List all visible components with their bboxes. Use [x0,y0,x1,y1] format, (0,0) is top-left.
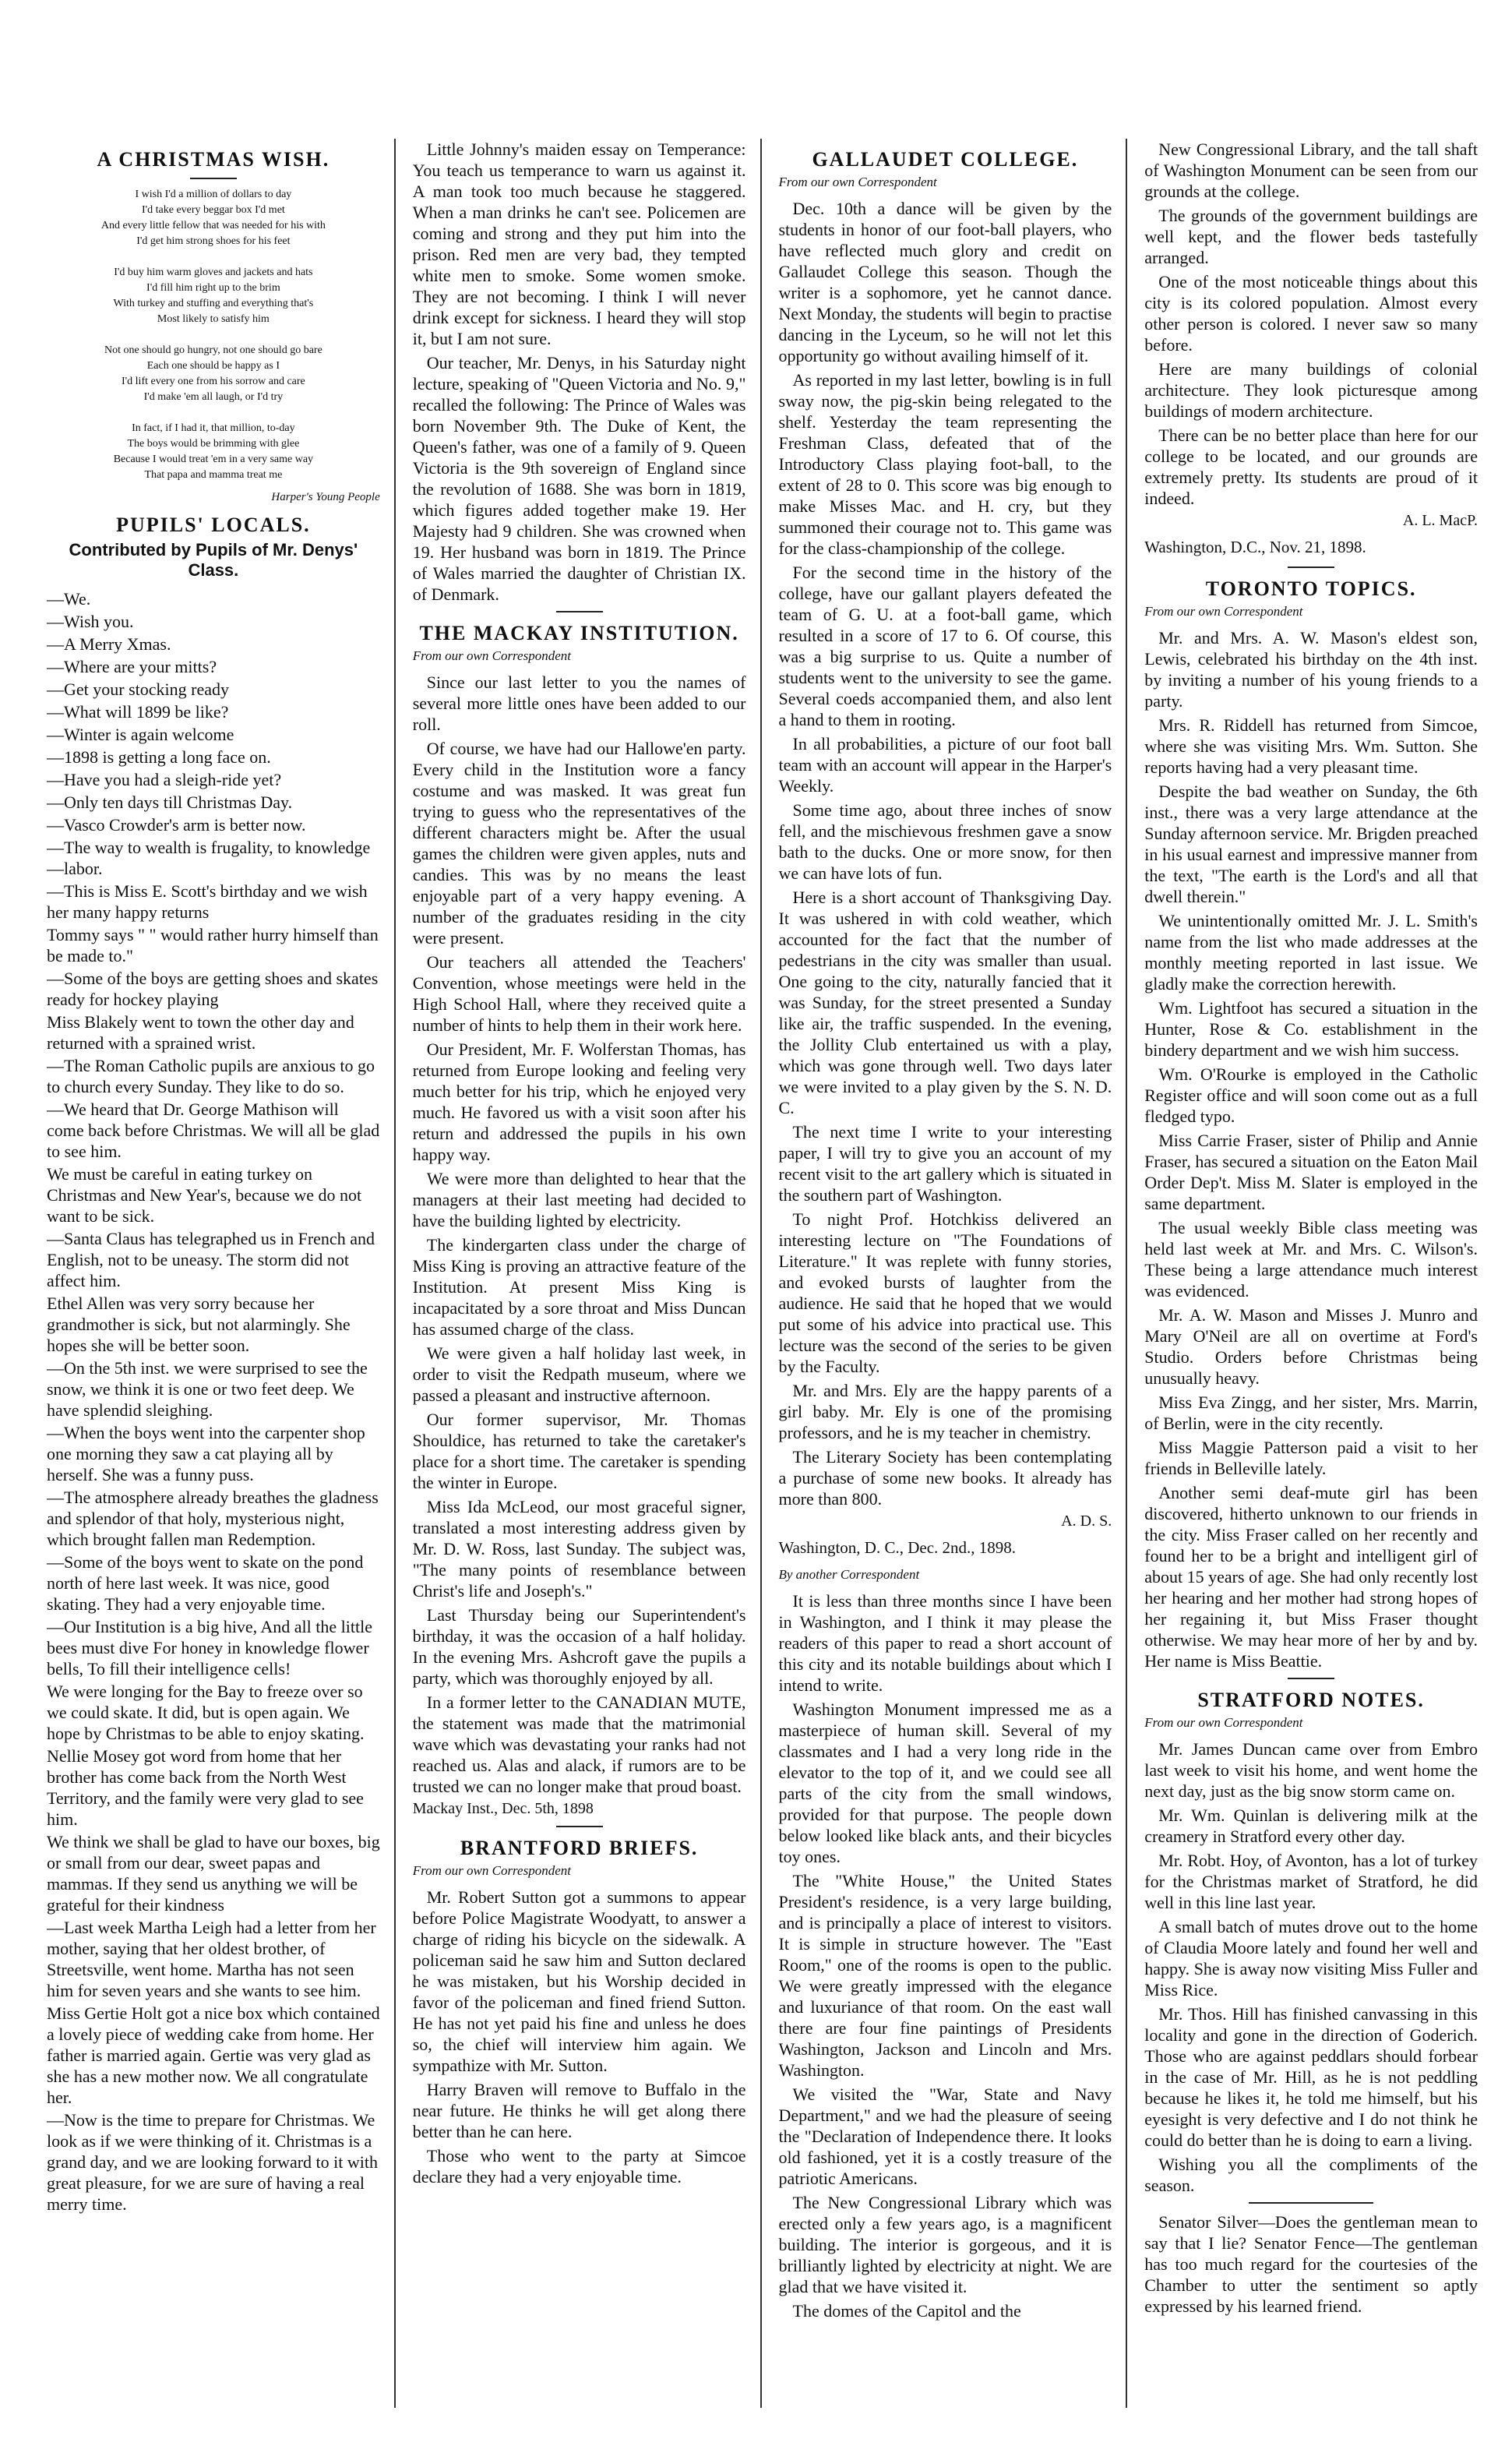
paragraph: Mr. and Mrs. Ely are the happy parents of a girl baby. Mr. Ely is one of the promising professors, and he is my teacher in chemistry. [778,1381,1112,1442]
paragraph: Dec. 10th a dance will be given by the students in honor of our foot-ball players, who have reflected much glory and credit on Gallaudet College this season. Though the writer is a sophomore, yet he cannot dance. Next Monday, the students will begin to practise dancing in the Lyceum, so he will not let this opportunity go without availing himself of it. [778,199,1112,365]
divider [190,178,237,179]
paragraph: The kindergarten class under the charge of Miss King is proving an attractive feature of the Institution. At present Miss King is incapacitated by a sore throat and Miss Duncan has assumed charge of the class. [412,1235,746,1339]
paragraph: Miss Maggie Patterson paid a visit to her friends in Belleville lately. [1144,1438,1478,1478]
stratford-title: STRATFORD NOTES. [1197,1689,1425,1711]
local-item: We must be careful in eating turkey on Christmas and New Year's, because we do not want to be sick. [47,1164,362,1226]
stratford-article [1144,1738,1478,2196]
paragraph: Harry Braven will remove to Buffalo in the near future. He thinks he will get along there better than he can here. [412,2080,746,2141]
paragraph: Another semi deaf-mute girl has been discovered, hitherto unknown to our friends in the city. Miss Fraser called on her recently and found her to be a bright and intelligent girl of about 15 years of age. She had only recently lost her hearing and her mother had strong hopes of her regaining it, but Miss Fraser thought otherwise. We may hear more of her by and by. Her name is Miss Beattie. [1144,1483,1478,1671]
gallaudet-dateline: Washington, D. C., Dec. 2nd., 1898. [778,1538,1017,1557]
local-item: —Santa Claus has telegraphed us in French and English, not to be uneasy. The storm did not affect him. [47,1229,375,1290]
paragraph: In all probabilities, a picture of our foot ball team with an account will appear in the Harper's Weekly. [778,734,1112,796]
paragraph: Mr. Robert Sutton got a summons to appear before Police Magistrate Woodyatt, to answer a charge of riding his bicycle on the sidewalk. A policeman said he saw him and Sutton declared he was mistaken, but his Worship decided in favor of the policeman and fined friend Sutton. He has not yet paid his fine and unless he does so, the chief will interview him again. We sympathize with Mr. Sutton. [412,1887,746,2075]
column-4 [1137,139,1492,2408]
pupils-locals-title: PUPILS' LOCALS. [116,514,311,536]
local-item: —Vasco Crowder's arm is better now. [47,815,306,835]
paragraph: Wm. O'Rourke is employed in the Catholic Register office and will soon come out as a full fledged typo. [1144,1064,1478,1126]
gallaudet-signature: A. D. S. [1061,1512,1112,1530]
columns [39,139,1492,2408]
paragraph: The "White House," the United States President's residence, is a very large building, and is principally a place of interest to visitors. It is simple in structure however. The "East Room," one of the rooms is open to the public. We were greatly impressed with the elegance and luxuriance of that room. On the east wall there are four fine paintings of Presidents Washington, Jackson and Lincoln and Mrs. Washington. [778,1871,1112,2080]
paragraph: Mr. Wm. Quinlan is delivering milk at the creamery in Stratford every other day. [1144,1805,1478,1846]
temperance-and-lecture [413,139,746,605]
paragraph: A small batch of mutes drove out to the home of Claudia Moore lately and found her well and happy. She is away now visiting Miss Fuller and Miss Rice. [1144,1917,1478,2000]
local-item: —Winter is again welcome [47,725,234,744]
paragraph: Wishing you all the compliments of the season. [1144,2155,1478,2195]
paragraph: We were given a half holiday last week, in order to visit the Redpath museum, where we passed a pleasant and instructive afternoon. [412,1343,746,1405]
paragraph: The domes of the Capitol and the [792,2301,1021,2321]
divider [1288,1678,1334,1679]
paragraph: Our President, Mr. F. Wolferstan Thomas, has returned from Europe looking and feeling very much better for his trip, which he enjoyed very much. He favored us with a visit soon after his return and addressed the pupils in his own happy way. [412,1039,746,1164]
local-item: —The Roman Catholic pupils are anxious to go to church every Sunday. They like to do so. [47,1056,375,1096]
paragraph: Miss Ida McLeod, our most graceful signer, translated a most interesting address given by Mr. D. W. Ross, last Sunday. The subject was, "The many points of resemblance between Christ's life and Joseph's." [412,1497,746,1601]
local-item: —On the 5th inst. we were surprised to see the snow, we think it is one or two feet deep. We have splendid sleighing. [47,1358,368,1420]
paragraph: Mr. James Duncan came over from Embro last week to visit his home, and went home the next day, just as the big snow storm came on. [1144,1739,1478,1801]
divider [1288,567,1334,568]
paragraph: The next time I write to your interesting paper, I will try to give you an account of my recent visit to the art gallery which is situated in the southern part of Washington. [778,1122,1112,1205]
divider [556,611,603,612]
local-item: We were longing for the Bay to freeze over so we could skate. It did, but is open again. We hope by Christmas to be able to enjoy skating. [47,1682,365,1743]
paragraph: Miss Eva Zingg, and her sister, Mrs. Marrin, of Berlin, were in the city recently. [1144,1392,1478,1433]
paragraph: Mr. A. W. Mason and Misses J. Munro and Mary O'Neil are all on overtime at Ford's Studio. Orders before Christmas being unusually heavy. [1144,1305,1478,1388]
local-item: —Some of the boys went to skate on the pond north of here last week. It was nice, good skating. They had a very enjoyable time. [47,1552,364,1614]
local-item: —Last week Martha Leigh had a letter from her mother, saying that her oldest brother, of Streetsville, went home. Martha has not seen him for seven years and she wants to see him. [47,1918,376,2000]
paragraph: Some time ago, about three inches of snow fell, and the mischievous freshmen gave a snow bath to the ducks. One or more snow, for then we can have lots of fun. [778,800,1112,883]
toronto-article [1144,627,1478,1671]
local-item: —Where are your mitts? [47,657,217,676]
senator-joke: Senator Silver—Does the gentleman mean to say that I lie? Senator Fence—The gentleman has too much regard for the courtesies of the Chamber to utter the sentiment so aptly expressed by his learned friend. [1144,2212,1478,2316]
paragraph: To night Prof. Hotchkiss delivered an interesting lecture on "The Foundations of Literature." It was replete with funny stories, and evoked bursts of laughter from the audience. He said that he hoped that we would put some of his advice into practical use. This lecture was the second of the series to be given by the Faculty. [778,1209,1112,1376]
paragraph: Our former supervisor, Mr. Thomas Shouldice, has returned to take the caretaker's place for a short time. The caretaker is spending the winter in Europe. [412,1410,746,1492]
paragraph: Despite the bad weather on Sunday, the 6th inst., there was a very large attendance at the Sunday afternoon service. Mr. Brigden preached in his usual earnest and impressive manner from the text, "The earth is the Lord's and all that dwell therein." [1144,782,1478,906]
local-item: —1898 is getting a long face on. [47,747,271,767]
paragraph: Little Johnny's maiden essay on Temperance: You teach us temperance to warn us against it. A man took too much because he staggered. When a man drinks he can't see. Policemen are coming and strong and they put him into the prison. Red men are very bad, they tempted white men to smoke. Some women smoke. They are not becoming. I think I will never drink except for sickness. I heard they will stop it, but I am not sure. [412,139,746,348]
column-3 [771,139,1128,2408]
paragraph: Our teacher, Mr. Denys, in his Saturday night lecture, speaking of "Queen Victoria and No. 9," recalled the following: The Prince of Wales was born November 9th. The Duke of Kent, the Queen's father, was one of a family of 9. Queen Victoria is the 9th sovereign of England since the revolution of 1688. She was born in 1819, which figures added together make 19. Her Majesty had 9 children. She was crowned when 19. Her husband was born in 1819. The Prince of Wales married the daughter of Christian IX. of Denmark. [412,353,746,604]
paragraph: Here is a short account of Thanksgiving Day. It was ushered in with cold weather, which accounted for the fact that the number of pedestrians in the city was smaller than usual. One going to the city, naturally fancied that it was Sunday, for the street presented a Sunday like air, the traffic suspended. In the evening, the Jollity Club entertained us with a play, which was gone through well. Two days later we were invited to a play given by the S. N. D. C. [778,888,1112,1117]
local-item: Tommy says " " would rather hurry himself than be made to." [47,925,379,965]
gallaudet-article-2 [779,1590,1112,2321]
locals-list [47,588,380,2215]
local-item: —Now is the time to prepare for Christmas. We look as if we were thinking of it. Christmas is a grand day, and we are looking forward to it with great pleasure, for we are sure of having a real merry time. [47,2110,379,2214]
brantford-byline: From our own Correspondent [412,1863,571,1878]
paragraph: The New Congressional Library which was erected only a few years ago, is a magnificent building. The interior is gorgeous, and it is brilliantly lighted by electricity at night. We are glad that we have visited it. [778,2193,1112,2296]
paragraph: The grounds of the government buildings are well kept, and the flower beds tastefully arranged. [1144,206,1478,267]
paragraph: We unintentionally omitted Mr. J. L. Smith's name from the list who made addresses at the monthly meeting reported in last issue. We gladly make the correction herewith. [1144,911,1478,994]
local-item: We think we shall be glad to have our boxes, big or small from our dear, sweet papas and mammas. If they send us anything we will be grateful for their kindness [47,1832,380,1915]
contributors-line: Contributed by Pupils of Mr. Denys' Class. [69,540,358,580]
paragraph: Last Thursday being our Superintendent's birthday, it was the occasion of a half holiday. In the evening Mrs. Ashcroft gave the pupils a party, which was thoroughly enjoyed by all. [412,1605,746,1688]
gallaudet-title: GALLAUDET COLLEGE. [812,148,1079,171]
local-item: Nellie Mosey got word from home that her brother has come back from the North West Territory, and the family were very glad to see him. [47,1746,364,1829]
local-item: —We heard that Dr. George Mathison will come back before Christmas. We will all be glad to see him. [47,1099,380,1161]
gallaudet-byline: From our own Correspondent [778,175,937,189]
paragraph: The usual weekly Bible class meeting was held last week at Mr. and Mrs. C. Wilson's. These being a large attendance much interest was evidenced. [1144,1218,1478,1301]
local-item: —Only ten days till Christmas Day. [47,792,293,812]
local-item: —A Merry Xmas. [47,634,171,654]
local-item: —Our Institution is a big hive, And all the little bees must dive For honey in knowledge flower bells, To fill their intelligence cells! [47,1617,372,1678]
paragraph: As reported in my last letter, bowling is in full sway now, the pig-skin being relegated to the shelf. Yesterday the team representing the Freshman Class, defeated that of the Introductory Class playing foot-ball, to the extent of 28 to 0. This score was big enough to make Misses Mac. and H. cry, but they summoned their courage not to. This game was for the class-championship of the college. [778,370,1112,558]
column-1 [39,139,396,2408]
mackay-title: THE MACKAY INSTITUTION. [419,622,739,644]
gallaudet-byline-2: By another Correspondent [778,1567,920,1582]
paragraph: Of course, we have had our Hallowe'en party. Every child in the Institution wore a fancy costume and was masked. It was great fun trying to guess who the representatives of the different characters might be. After the usual games the children were given apples, nuts and candies. This was by no means the least enjoyable part of a very happy evening. A number of the graduates residing in the city were present. [412,739,746,948]
paragraph: Washington Monument impressed me as a masterpiece of human skill. Several of my classmates and I had a very long ride in the elevator to the top of it, and we could see all parts of the city from the small windows, provided for that purpose. The people down below looked like black ants, and their bicycles toy ones. [778,1700,1112,1866]
stratford-byline: From our own Correspondent [1144,1715,1303,1730]
washington-continued [1144,139,1478,509]
paragraph: Miss Carrie Fraser, sister of Philip and Annie Fraser, has secured a situation on the Eaton Mail Order Dep't. Miss M. Slater is employed in the same department. [1144,1131,1478,1213]
christmas-wish-title: A CHRISTMAS WISH. [97,148,330,171]
paragraph: Wm. Lightfoot has secured a situation in the Hunter, Rose & Co. establishment in the bindery department and we wish him success. [1144,998,1478,1060]
paragraph: Here are many buildings of colonial architecture. They look picturesque among buildings of modern architecture. [1144,359,1478,421]
paragraph: New Congressional Library, and the tall shaft of Washington Monument can be seen from our grounds at the college. [1144,139,1478,201]
paragraph: Mr. Thos. Hill has finished canvassing in this locality and gone in the direction of Goderich. Those who are against peddlars should forbear in the case of Mr. Hill, as he is not peddling because he likes it, he told me himself, but his eyesight is very defective and I do not think he could do better than he is doing to earn a living. [1144,2004,1478,2150]
mackay-signature: Mackay Inst., Dec. 5th, 1898 [412,1800,594,1817]
paragraph: One of the most noticeable things about this city is its colored population. Almost every other person is colored. I never saw so many before. [1144,272,1478,355]
toronto-byline: From our own Correspondent [1144,604,1303,619]
paragraph: For the second time in the history of the college, have our gallant players defeated the team of G. U. at a foot-ball game, which resulted in a score of 17 to 6. Of course, this was a big surprise to us. Quite a number of students went to the university to see the game. Several coeds accompanied them, and also lent a hand to them in rooting. [778,563,1112,729]
gallaudet-article [779,198,1112,1509]
divider [1249,2202,1373,2204]
paragraph: Mr. and Mrs. A. W. Mason's eldest son, Lewis, celebrated his birthday on the 4th inst. by inviting a number of his young friends to a party. [1144,628,1478,711]
local-item: —The atmosphere already breathes the gladness and splendor of that holy, mysterious night, which brought fallen man Redemption. [47,1488,379,1549]
local-item: Miss Blakely went to town the other day and returned with a sprained wrist. [47,1012,354,1053]
local-item: —When the boys went into the carpenter shop one morning they saw a cat playing all by herself. She was a funny puss. [47,1423,365,1484]
divider [556,1826,603,1827]
paragraph: It is less than three months since I have been in Washington, and I think it may please the readers of this paper to read a short account of this city and its notable buildings about which I intend to write. [778,1591,1112,1695]
paragraph: In a former letter to the CANADIAN MUTE, the statement was made that the matrimonial wave which was devastating your ranks had not reached us. Alas and alack, if rumors are to be trusted we can no longer make that proud boast. [412,1692,746,1796]
local-item: —Have you had a sleigh-ride yet? [47,770,282,789]
christmas-poem: I wish I'd a million of dollars to day I'd take every beggar box I'd met And every little fellow that was needed for his with I'd get him strong shoes for his feet I'd buy him warm gloves and jackets and hats I'd fill him right up to the brim With turkey and stuffing and everything that's Most likely to satisfy him Not one should go hungry, not one should go bare Each one should be happy as I I'd lift every one from his sorrow and care I'd make 'em all laugh, or I'd try In fact, if I had it, that million, to-day The boys would be brimming with glee Because I would treat 'em in a very same way That papa and mamma treat me [100,189,326,481]
paragraph: Mr. Robt. Hoy, of Avonton, has a lot of turkey for the Christmas market of Stratford, he did well in this line last year. [1144,1851,1478,1912]
local-item: —The way to wealth is frugality, to knowledge—labor. [47,838,371,878]
paragraph: Mrs. R. Riddell has returned from Simcoe, where she was visiting Mrs. Wm. Sutton. She reports having had a very pleasant time. [1144,715,1478,777]
washington-signature: A. L. MacP. [1402,512,1478,529]
local-item: —This is Miss E. Scott's birthday and we wish her many happy returns [47,881,368,922]
local-item: —We. [47,589,91,609]
paragraph: Those who went to the party at Simcoe declare they had a very enjoyable time. [412,2146,746,2187]
column-2 [405,139,762,2408]
paragraph: Since our last letter to you the names of several more little ones have been added to our roll. [412,672,746,734]
toronto-title: TORONTO TOPICS. [1205,577,1417,600]
poem-credit: Harper's Young People [271,491,380,503]
local-item: —What will 1899 be like? [47,702,229,722]
local-item: —Get your stocking ready [47,679,229,699]
paragraph: Our teachers all attended the Teachers' Convention, whose meetings were held in the High School Hall, where they received quite a number of hints to help them in their work here. [412,952,746,1035]
paragraph: There can be no better place than here for our college to be located, and our grounds are extremely pretty. Its students are proud of it indeed. [1144,425,1478,508]
paragraph: The Literary Society has been contemplating a purchase of some new books. It already has more than 800. [778,1447,1112,1509]
mackay-byline: From our own Correspondent [412,648,571,663]
brantford-title: BRANTFORD BRIEFS. [460,1837,699,1859]
local-item: Ethel Allen was very sorry because her grandmother is sick, but not alarmingly. She hopes she will be better soon. [47,1294,351,1355]
washington-dateline: Washington, D.C., Nov. 21, 1898. [1144,538,1366,556]
local-item: —Some of the boys are getting shoes and skates ready for hockey playing [47,969,379,1009]
paragraph: We visited the "War, State and Navy Department," and we had the pleasure of seeing the "Declaration of Independence there. It looks old fashioned, yet it is a costly treasure of the patriotic Americans. [778,2084,1112,2188]
mackay-article [413,672,746,1797]
local-item: Miss Gertie Holt got a nice box which contained a lovely piece of wedding cake from home. Her father is married again. Gertie was very glad as she has a new mother now. We all congratulate her. [47,2003,380,2107]
paragraph: We were more than delighted to hear that the managers at their last meeting had decided to have the building lighted by electricity. [412,1169,746,1230]
brantford-article [413,1887,746,2187]
local-item: —Wish you. [47,612,134,631]
